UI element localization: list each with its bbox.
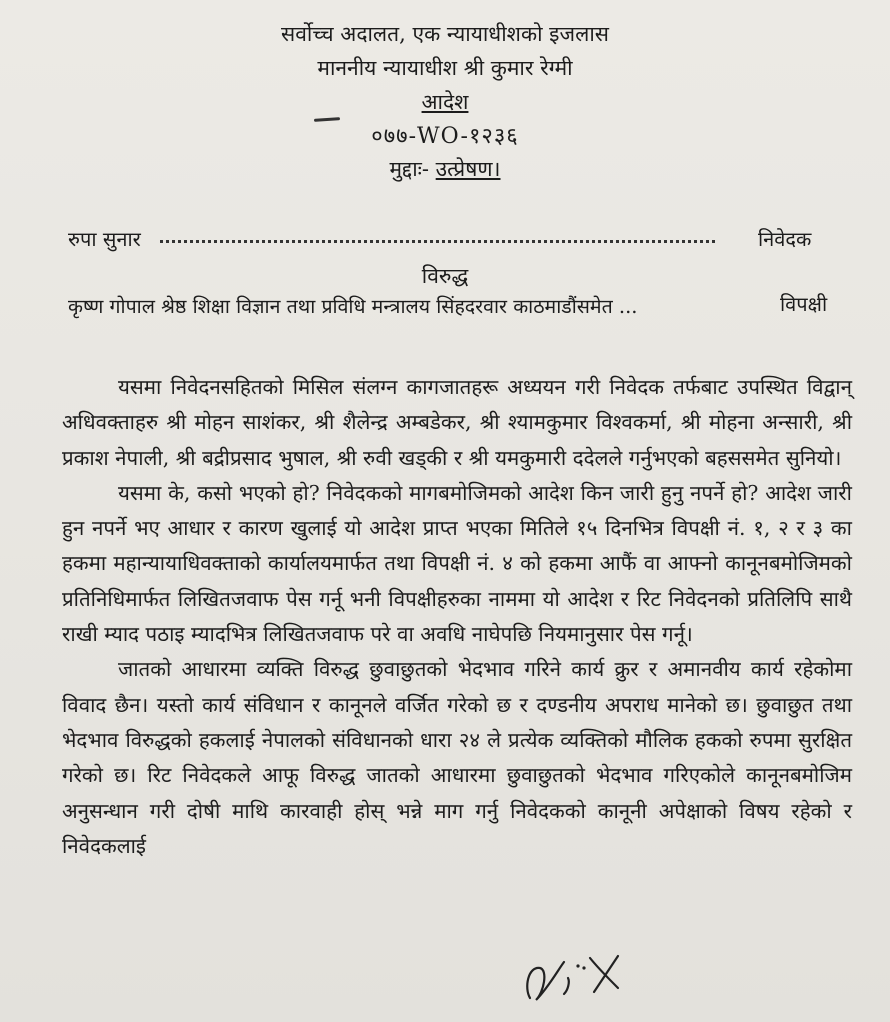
judge-name: माननीय न्यायाधीश श्री कुमार रेग्मी [317,56,573,80]
case-subject [0,155,890,183]
petitioner-role: निवेदक [758,227,812,251]
respondent-name: कृष्ण गोपाल श्रेष्ठ शिक्षा विज्ञान तथा प्रविधि मन्त्रालय सिंहदरवार काठमाडौंसमेत ... [68,295,638,318]
versus-label: विरुद्ध [421,264,469,288]
case-number: ०७७-WO-१२३६ [371,124,519,149]
body-paragraph: यसमा के, कसो भएको हो? निवेदकको मागबमोजिमको आदेश किन जारी हुनु नपर्ने हो? आदेश जारी हुन नपर्ने भए आधार र कारण खुलाई यो आदेश प्राप्त भएका मितिले १५ दिनभित्र विपक्षी नं. १, २ र ३ का हकमा महान्यायाधिवक्ताको कार्यालयमार्फत तथा विपक्षी नं. ४ को हकमा आफैं वा आफ्नो कानूनबमोजिमको प्रतिनिधिमार्फत लिखितजवाफ पेस गर्नू भनी विपक्षीहरुका नाममा यो आदेश र रिट निवेदनको प्रतिलिपि साथै राखी म्याद पठाइ म्यादभित्र लिखितजवाफ परे वा अवधि नाघेपछि नियमानुसार पेस गर्नू। [62,480,852,647]
dotted-leader [160,240,715,243]
handwritten-signature [518,948,638,1008]
order-body [62,370,852,864]
subject-label: मुद्दाः- [389,157,429,181]
respondent-role: विपक्षी [780,292,828,316]
petitioner-name: रुपा सुनार [68,227,141,251]
body-paragraph: जातको आधारमा व्यक्ति विरुद्ध छुवाछुतको भेदभाव गरिने कार्य क्रुर र अमानवीय कार्य रहेकोमा विवाद छैन। यस्तो कार्य संविधान र कानूनले वर्जित गरेको छ र दण्डनीय अपराध मानेको छ। छुवाछुत तथा भेदभाव विरुद्धको हकलाई नेपालको संविधानको धारा २४ ले प्रत्येक व्यक्तिको मौलिक हकको रुपमा सुरक्षित गरेको छ। रिट निवेदकले आफू विरुद्ध जातको आधारमा छुवाछुतको भेदभाव गरिएकोले कानूनबमोजिम अनुसन्धान गरी दोषी माथि कारवाही होस् भन्ने माग गर्नु निवेदकको कानूनी अपेक्षाको विषय रहेको र निवेदकलाई [62,657,852,858]
body-paragraph: यसमा निवेदनसहितको मिसिल संलग्न कागजातहरू अध्ययन गरी निवेदक तर्फबाट उपस्थित विद्वान् अधिवक्ताहरु श्री मोहन साशंकर, श्री शैलेन्द्र अम्बडेकर, श्री श्यामकुमार विश्वकर्मा, श्री मोहना अन्सारी, श्री प्रकाश नेपाली, श्री बद्रीप्रसाद भुषाल, श्री रुवी खड्की र श्री यमकुमारी ददेलले गर्नुभएको बहससमेत सुनियो। [62,375,852,470]
court-name: सर्वोच्च अदालत, एक न्यायाधीशको इजलास [281,22,609,46]
order-title [0,88,890,116]
subject-value: उत्प्रेषण। [435,157,501,181]
order-title-text: आदेश [421,90,469,114]
